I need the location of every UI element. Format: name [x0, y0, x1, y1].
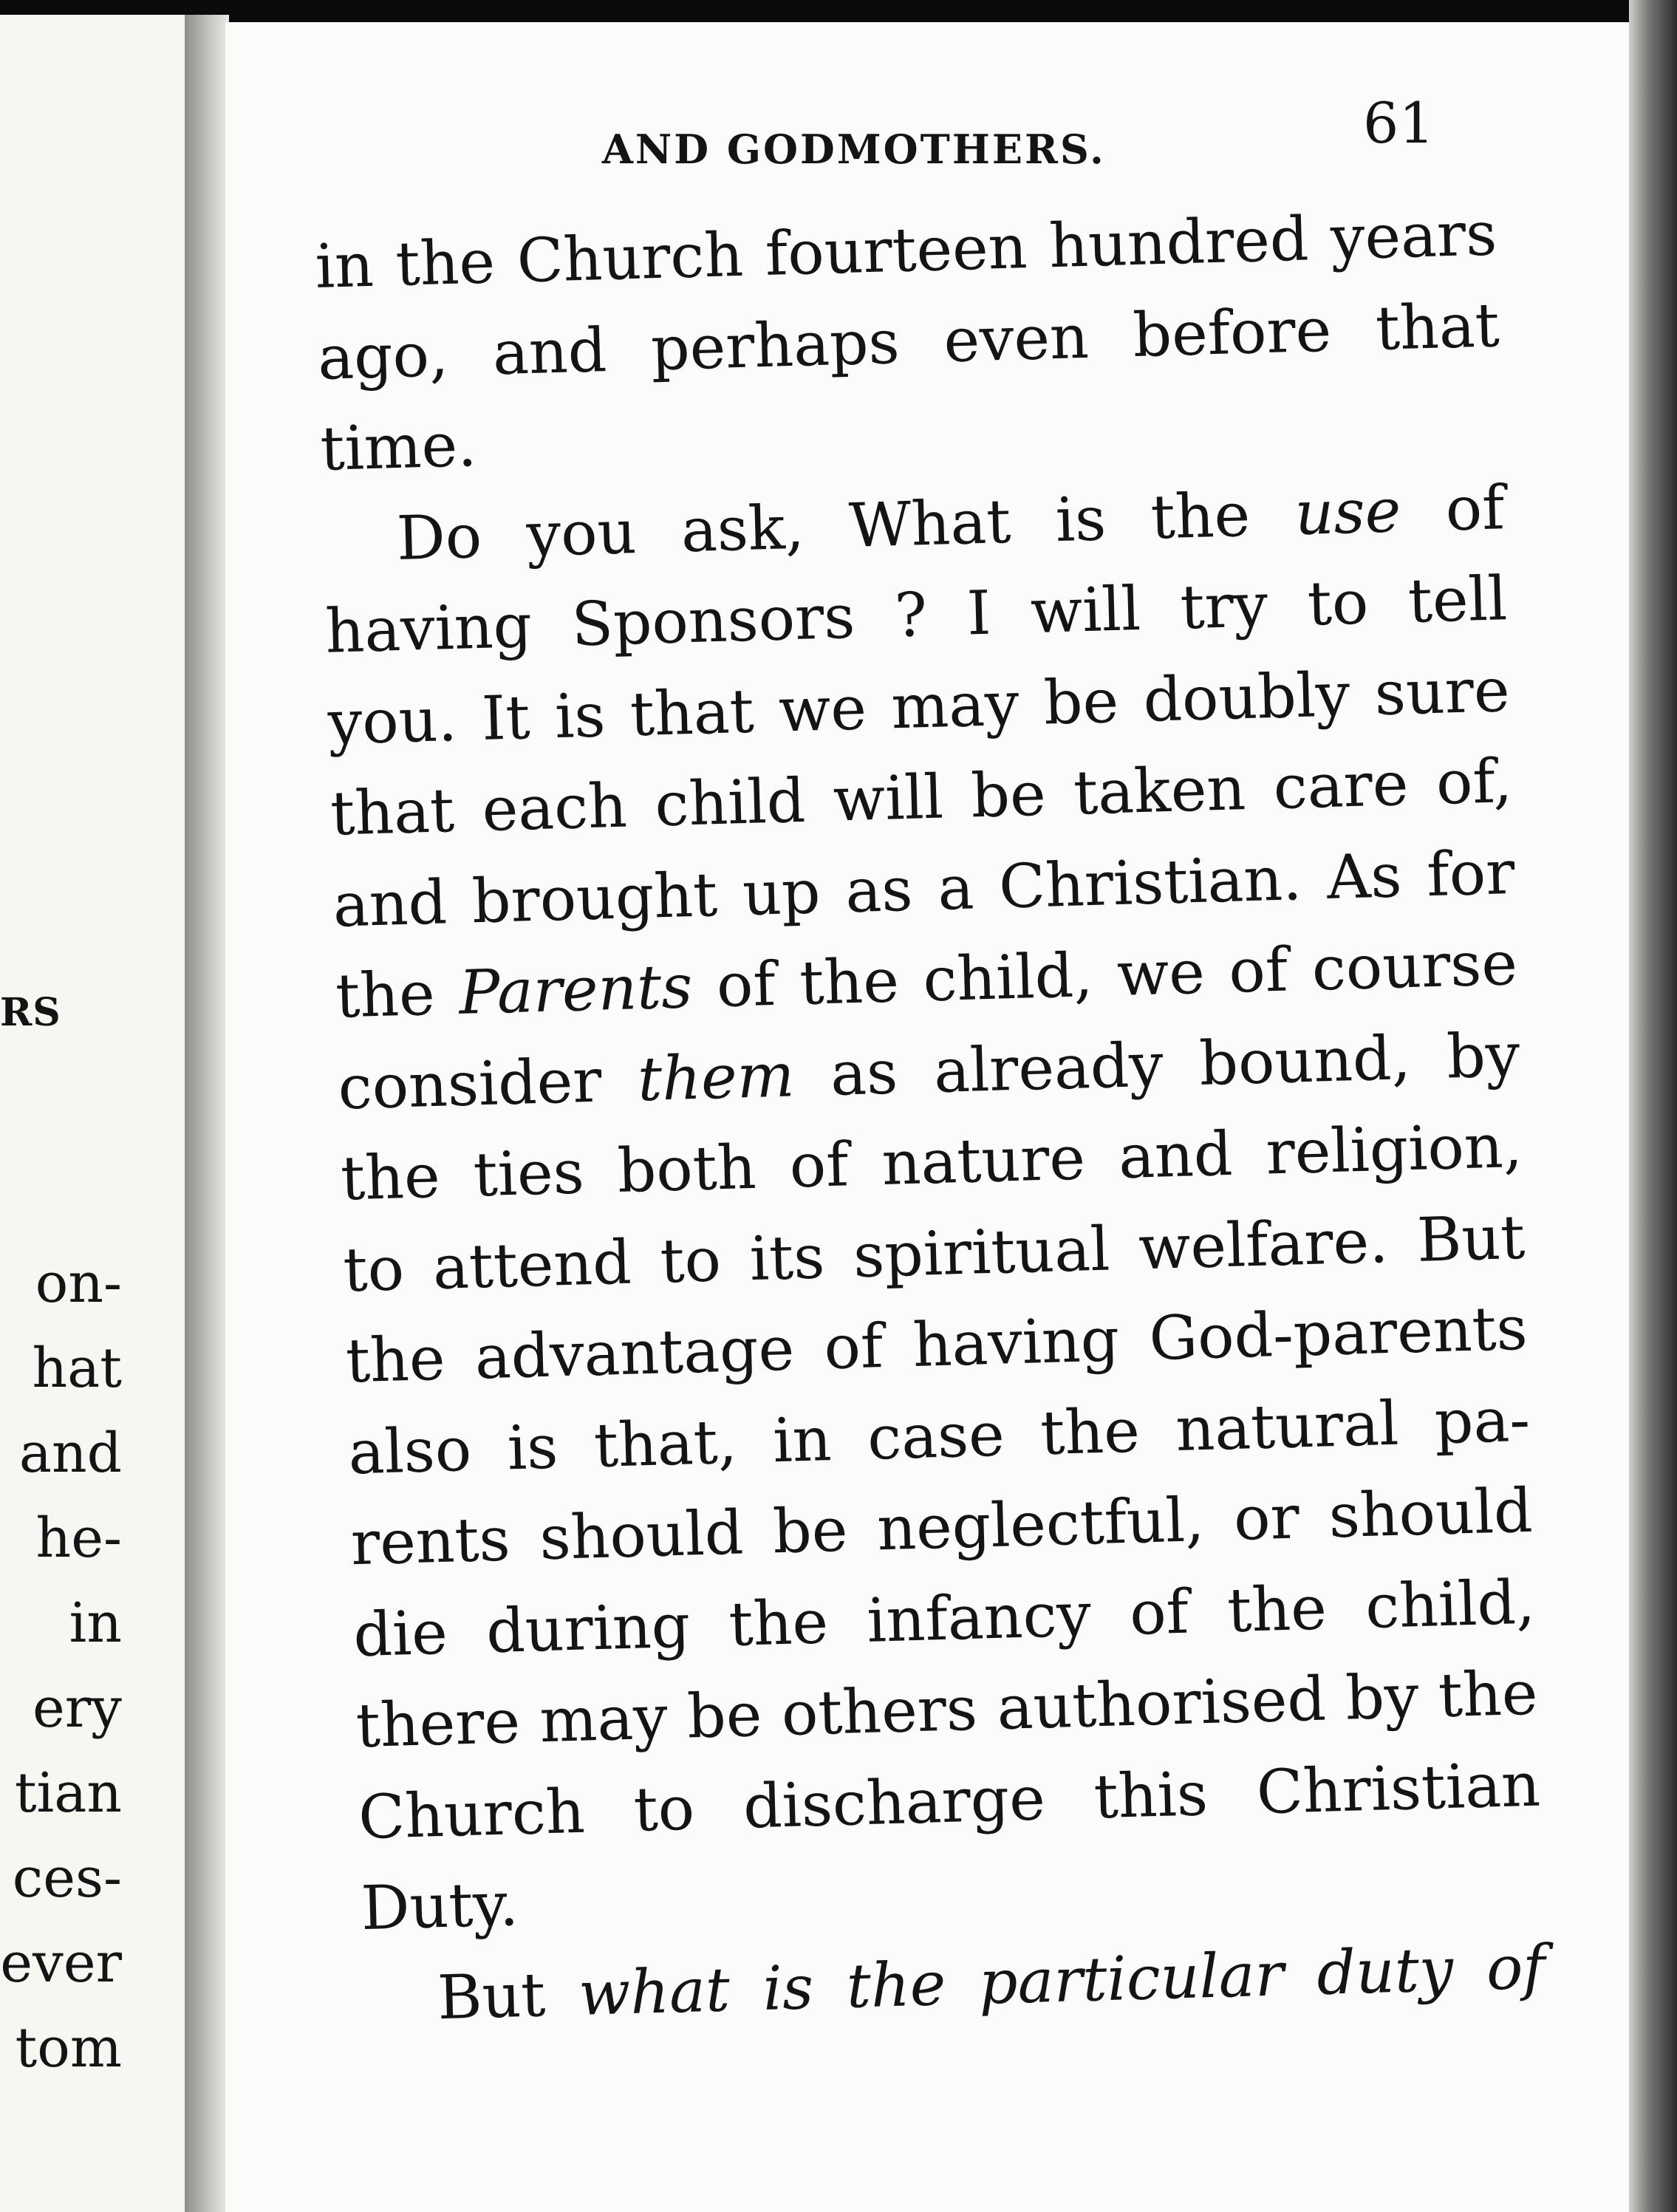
previous-page-heading-fragment: RS: [0, 990, 61, 1035]
previous-page-line-fragment: tom: [15, 2016, 122, 2080]
italic-text: Parents: [458, 952, 694, 1028]
previous-page-line-fragment: on-: [35, 1252, 122, 1315]
text-segment: Duty.: [360, 1869, 520, 1945]
text-segment: ago, and perhaps even before that: [316, 290, 1500, 394]
text-segment: consider: [337, 1044, 639, 1124]
page-number: 61: [1363, 90, 1435, 156]
text-segment: and brought up as a Christian. As for: [332, 837, 1516, 941]
text-segment: But: [436, 1959, 580, 2033]
text-segment: of: [1399, 472, 1506, 546]
current-page: [225, 22, 1633, 2212]
text-segment: Do you ask, What is the: [395, 478, 1297, 574]
text-segment: as already bound, by: [793, 1020, 1521, 1110]
previous-page: [0, 15, 189, 2212]
text-segment: the advantage of having God-parents: [344, 1293, 1529, 1397]
running-head: AND GODMOTHERS.: [602, 126, 1106, 173]
text-segment: that each child will be taken care of,: [329, 746, 1514, 850]
previous-page-line-fragment: hat: [32, 1337, 122, 1400]
text-segment: rents should be neglectful, or should: [349, 1475, 1534, 1580]
text-segment: Church to discharge this Christian: [358, 1750, 1542, 1853]
previous-page-line-fragment: ever: [0, 1931, 122, 1995]
previous-page-line-fragment: in: [69, 1591, 122, 1655]
text-segment: time.: [319, 409, 478, 485]
italic-text: use: [1294, 475, 1402, 549]
text-segment: you. It is that we may be doubly sure: [327, 655, 1511, 759]
book-gutter: [185, 15, 229, 2212]
text-segment: there may be others authorised by the: [355, 1658, 1539, 1762]
page-edge: [1629, 0, 1677, 2212]
text-segment: having Sponsors ? I will try to tell: [324, 564, 1509, 667]
text-segment: die during the infancy of the child,: [352, 1567, 1537, 1670]
previous-page-line-fragment: ces-: [12, 1846, 122, 1910]
italic-text: them: [636, 1040, 796, 1115]
text-segment: also is that, in case the natural pa-: [347, 1385, 1531, 1488]
page-body-text: [314, 188, 1546, 2046]
text-segment: the ties both of nature and religion,: [339, 1110, 1523, 1215]
italic-text: what is the particular duty of: [577, 1931, 1546, 2030]
previous-page-line-fragment: and: [18, 1421, 122, 1485]
text-segment: to attend to its spiritual welfare. But: [342, 1202, 1526, 1305]
text-segment: the: [334, 957, 460, 1032]
previous-page-line-fragment: ery: [33, 1676, 122, 1740]
text-segment: of the child, we of course: [691, 928, 1519, 1023]
previous-page-line-fragment: he-: [35, 1506, 122, 1570]
text-segment: in the Church fourteen hundred years: [314, 199, 1498, 302]
previous-page-line-fragment: tian: [14, 1761, 122, 1825]
